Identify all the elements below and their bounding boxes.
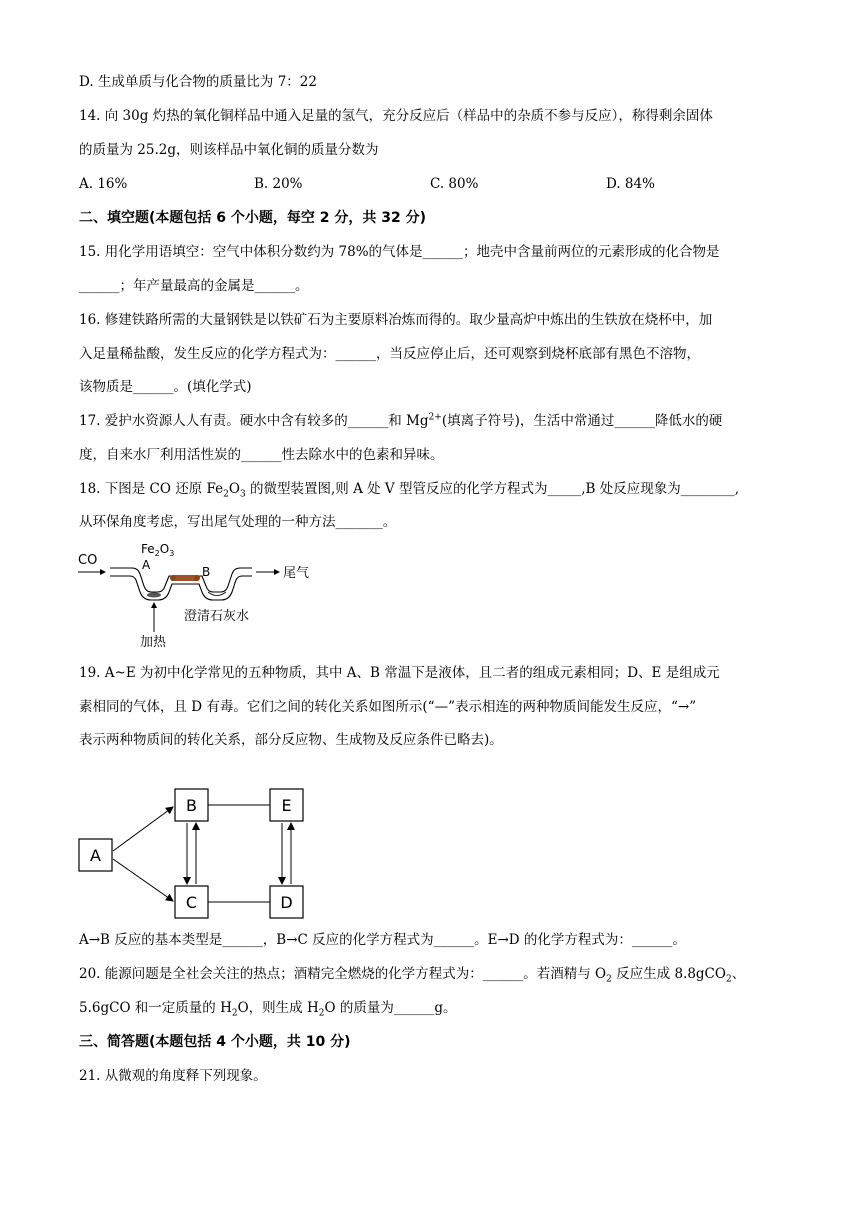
q18-sub-2: 2 [223,489,229,500]
q19-answer-line: A→B 反应的基本类型是______，B→C 反应的化学方程式为______。E→D 的化学方程式为：______。 [79,932,686,948]
node-a-label: A [90,846,101,865]
q18-o: O [228,481,240,497]
q20-co2-sub: 2 [725,974,732,985]
fig-limewater-label: 澄清石灰水 [184,609,250,624]
fig-tail-arrowhead [274,569,280,575]
q16-line1: 16. 修建铁路所需的大量钢铁是以铁矿石为主要原料冶炼而得的。取少量高炉中炼出的生铁放在烧杯中，加 [79,312,713,328]
node-d-label: D [280,893,293,912]
q19-line2: 素相同的气体，且 D 有毒。它们之间的转化关系如图所示(“—”表示相连的两种物质间能发生反应，“→” [79,699,697,715]
q13-option-d: D. 生成单质与化合物的质量比为 7：22 [79,74,317,90]
q19-line1: 19. A~E 为初中化学常见的五种物质，其中 A、B 常温下是液体，且二者的组成元素相同；D、E 是组成元 [79,665,720,681]
q14-stem-line2: 的质量为 25.2g，则该样品中氧化铜的质量分数为 [79,142,379,158]
q20-line2-part3: O 的质量为______g。 [324,1000,457,1016]
node-e-label: E [281,796,292,815]
q20-o2-sub: 2 [606,974,612,985]
q20-h2o-sub-2: 2 [318,1008,325,1019]
q20-line1-part1: 20. 能源问题是全社会关注的热点；酒精完全燃烧的化学方程式为：______。若酒精与 O [79,966,607,982]
fig-connector-end-left [170,575,176,581]
q14-option-a: A. 16% [79,176,128,192]
fig-heating-label: 加热 [140,635,167,650]
q20-line1 [79,964,745,984]
q17-line1-part1: 17. 爱护水资源人人有责。硬水中含有较多的______和 Mg [79,413,429,429]
fig-co-arrowhead [100,569,106,575]
q16-line2: 入足量稀盐酸，发生反应的化学方程式为：______，当反应停止后，还可观察到烧杯底部有黑色不溶物， [79,346,700,362]
fig-heat-arrowhead [151,602,157,608]
q17-line1-part2: (填离子符号)，生活中常通过______降低水的硬 [441,413,723,429]
q14-option-d: D. 84% [606,176,655,192]
q18-apparatus-figure [76,540,326,650]
q16-line3: 该物质是______。(填化学式) [79,379,252,395]
fig-label-b: B [202,565,211,579]
q17-line1 [79,411,722,431]
fig-co-label: CO [78,553,98,568]
q18-sub-3: 3 [239,489,246,500]
section2-heading: 二、填空题(本题包括 6 个小题，每空 2 分，共 32 分) [79,210,427,226]
section3-heading: 三、简答题(本题包括 4 个小题，共 10 分) [79,1034,351,1050]
q14-option-c: C. 80% [430,176,479,192]
q14-stem-line1: 14. 向 30g 灼热的氧化铜样品中通入足量的氢气，充分反应后（样品中的杂质不参与反应），称得剩余固体 [79,108,713,124]
q19-line3: 表示两种物质间的转化关系，部分反应物、生成物及反应条件已略去)。 [79,732,503,748]
q20-line1-part3: 、 [731,966,746,982]
fig-tail-gas-label: 尾气 [283,566,310,581]
q18-line1 [79,479,739,499]
q14-option-b: B. 20% [254,176,303,192]
q19-relationship-diagram [76,785,316,925]
edge-a-to-b [113,807,173,851]
q15-line1: 15. 用化学用语填空：空气中体积分数约为 78%的气体是______；地壳中含量前两位的元素形成的化合物是 [79,244,720,260]
fig-label-a: A [142,558,151,572]
q18-line1-part2: 的微型装置图,则 A 处 V 型管反应的化学方程式为_____,B 处反应现象为________, [245,481,739,497]
q17-mg-charge: 2+ [428,412,442,423]
node-c-label: C [185,893,198,912]
edge-a-to-c [113,859,173,901]
q18-line1-part1: 18. 下图是 CO 还原 Fe [79,481,224,497]
q20-line2-part2: O，则生成 H [237,1000,319,1016]
q20-line1-part2: 反应生成 8.8gCO [611,966,726,982]
node-b-label: B [186,796,197,815]
q15-line2: ______；年产量最高的金属是______。 [79,278,309,294]
q21-line1: 21. 从微观的角度释下列现象。 [79,1068,267,1084]
fig-connector-end-right [194,575,200,581]
fig-fe2o3-powder [147,593,161,598]
q18-line2: 从环保角度考虑，写出尾气处理的一种方法_______。 [79,514,397,530]
q20-line2 [79,998,457,1018]
q20-h2o-sub-1: 2 [231,1008,238,1019]
q17-line2: 度，自来水厂利用活性炭的______性去除水中的色素和异味。 [79,447,444,463]
q20-line2-part1: 5.6gCO 和一定质量的 H [79,1000,232,1016]
fig-fe2o3-label: $Fe_2O_3$ [141,542,175,558]
